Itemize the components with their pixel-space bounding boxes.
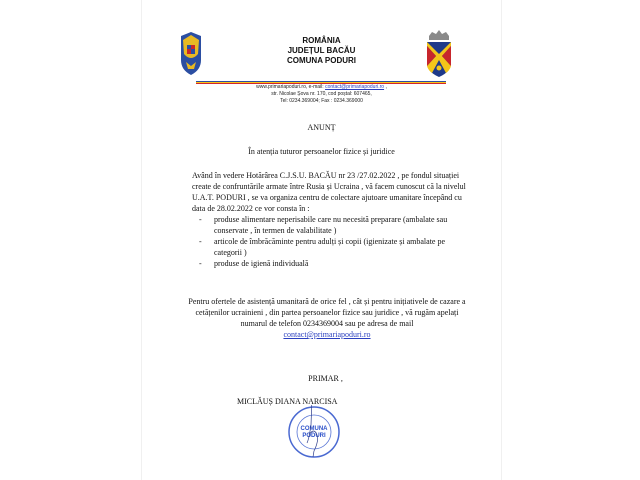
header-commune: COMUNA PODURI [286,56,357,65]
offer-paragraph [182,296,472,340]
list-item [192,236,467,258]
signature-name: MICLĂUȘ DIANA NARCISA [237,397,338,406]
email-suffix: , [384,84,387,90]
document-subtitle: În atenția tuturor persoanelor fizice și juridice [248,147,395,156]
offer-text: Pentru ofertele de asistență umanitară de orice fel , cât și pentru inițiativele de cazare a cetățenilor ucrainieni , din partea persoanelor fizice sau juridice , vă rugăm apelați numarul de telefon 0234369004 sau pe adresa de mail [188,297,466,328]
website: www.primariapoduri.ro [256,84,306,90]
bullet-dash: - [199,259,202,268]
header-country: ROMÂNIA [302,36,341,45]
stamp-text-line1: COMUNA [300,426,328,432]
bullet-dash: - [199,237,202,246]
list-item [192,258,467,269]
document-title: ANUNȚ [307,123,336,132]
document-page [141,0,502,480]
header-county: JUDEȚUL BACĂU [287,46,356,55]
intro-paragraph: Având în vedere Hotărârea C.J.S.U. BACĂU nr 23 /27.02.2022 , pe fondul situației create de confruntările armate între Rusia și Ucraina , vă facem cunoscut că la nivelul U.A.T. PODURI , se va organiza centru de colectare ajutoare umanitare începând cu data de 28.02.2022 ce vor consta în : [192,171,466,213]
contact-block [142,84,501,105]
header-email-link[interactable]: contact@primariapoduri.ro [325,84,385,90]
poduri-coat-of-arms-icon [424,30,454,78]
announcement-body [192,170,467,269]
stamp-text-line2: PODURI [302,433,326,439]
list-item-text: articole de îmbrăcăminte pentru adulți și copii (igienizate și ambalate pe categorii ) [214,237,446,257]
offer-email-link[interactable]: contact@primariapoduri.ro [283,330,371,339]
official-stamp-icon [287,405,341,459]
list-item-text: produse de igienă individuală [214,259,309,268]
bullet-dash: - [199,215,202,224]
list-item-text: produse alimentare neperisabile care nu necesită preparare (ambalate sau conservate , în termen de valabilitate ) [214,215,448,235]
email-label: , e-mail: [305,84,326,90]
donation-items-list [192,214,467,269]
signature-role: PRIMAR , [308,374,343,383]
phone-fax: Tel: 0234.369004; Fax : 0234.369000 [280,98,363,104]
list-item [192,214,467,236]
address: str. Nicolae Șova nr. 170, cod poștal: 607465, [271,91,372,97]
